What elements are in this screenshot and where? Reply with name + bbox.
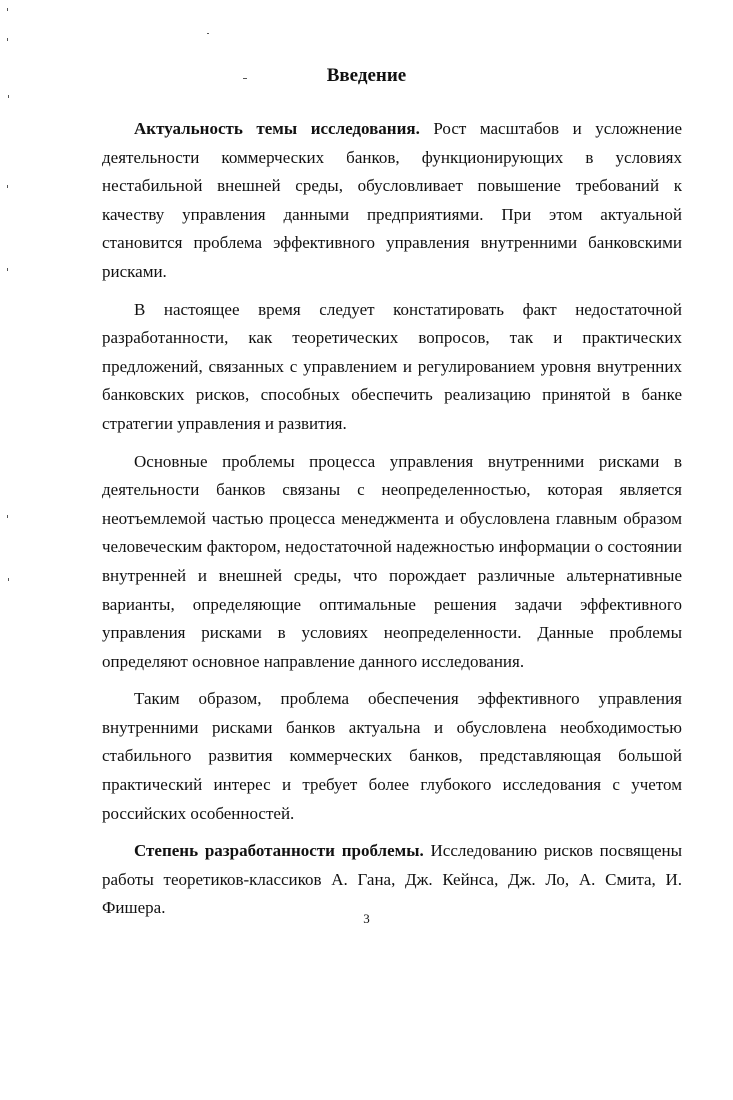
paragraph-text: Рост масштабов и усложнение деятельности коммерческих банков, функционирующих в условиях нестабильной внешней среды, обусловливает повышение требований к качеству управления данными предприятиями. При этом актуальной становится проблема эффективного управления внутренними банковскими рисками. <box>102 119 682 281</box>
paragraph-conclusion <box>102 685 682 828</box>
scan-artifact <box>8 95 9 98</box>
scan-artifact <box>7 268 8 271</box>
paragraph-text: В настоящее время следует констатировать факт недостаточной разработанности, как теоретических вопросов, так и практических предложений, связанных с управлением и регулированием уровня внутренних банковских рисков, способных обеспечить реализацию принятой в банке стратегии управления и развития. <box>102 299 682 433</box>
scan-artifact <box>8 578 9 581</box>
paragraph-current-state <box>102 296 682 439</box>
scan-artifact <box>7 38 8 41</box>
paragraph-text: Исследованию рисков посвящены работы теоретиков-классиков А. Гана, Дж. Кейнса, Дж. Ло, А. Смита, И. Фишера. <box>102 841 683 918</box>
paragraph-lead: Степень разработанности проблемы. <box>134 841 424 861</box>
page-title: Введение <box>326 65 407 86</box>
scan-artifact <box>243 78 247 79</box>
paragraph-lead: Актуальность темы исследования. <box>134 119 420 138</box>
paragraph-text: Таким образом, проблема обеспечения эффективного управления внутренними рисками банков актуальна и обусловлена необходимостью стабильного развития коммерческих банков, представляющая большой практический интерес и требует более глубокого исследования с учетом российских особенностей. <box>102 689 682 823</box>
body-text <box>102 115 682 932</box>
page-number: 3 <box>363 911 370 926</box>
paragraph-text: Основные проблемы процесса управления внутренними рисками в деятельности банков связаны с неопределенностью, которая является неотъемлемой частью процесса менеджмента и обусловлена главным образом человеческим фактором, недостаточной надежностью информации о состоянии внутренней и внешней среды, что порождает различные альтернативные варианты, определяющие оптимальные решения задачи эффективного управления рисками в условиях неопределенности. Данные проблемы определяют основное направление данного исследования. <box>102 451 682 671</box>
scan-artifact <box>7 515 8 518</box>
scan-artifact <box>7 185 8 188</box>
paragraph-relevance <box>102 115 682 287</box>
scan-artifact <box>207 33 209 34</box>
scan-artifact <box>7 8 8 11</box>
paragraph-main-problems <box>102 448 682 677</box>
